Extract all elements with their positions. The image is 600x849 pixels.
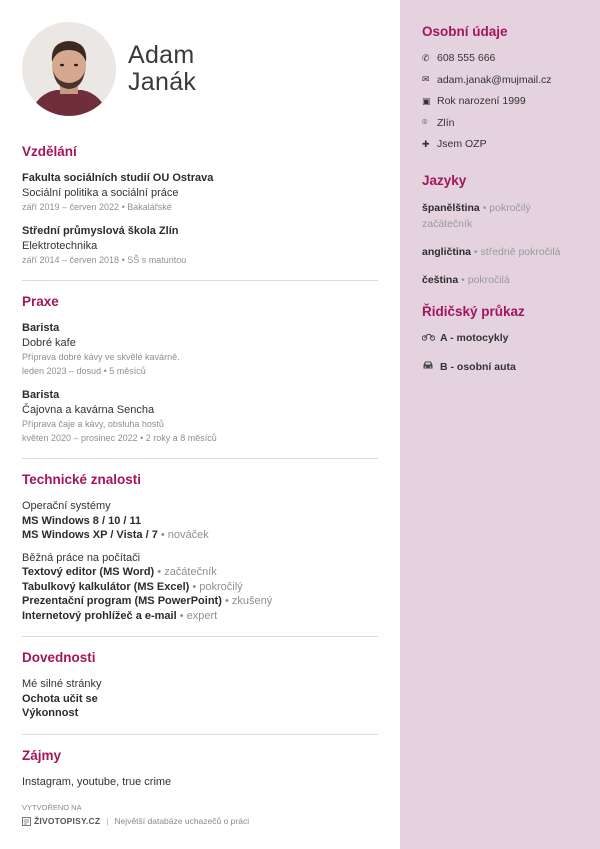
first-name: Adam [128,41,195,69]
tech-item-name: Tabulkový kalkulátor (MS Excel) [22,580,190,593]
job-position: Barista [22,322,60,334]
footer-separator: | [106,816,109,826]
education-item [22,171,378,214]
footer-tagline: Největší databáze uchazečů o práci [114,816,250,826]
tech-group-label: Běžná práce na počítači [22,551,141,564]
avatar-photo [22,22,116,116]
tech-item-name: MS Windows XP / Vista / 7 [22,529,158,541]
education-title: Vzdělání [22,144,77,159]
language-level: • středně pokročilá [471,245,561,258]
job-company: Dobré kafe [22,336,76,349]
footer [22,803,249,826]
tech-section [22,472,378,623]
tech-item [22,580,378,595]
tech-title: Technické znalosti [22,472,142,487]
job-company: Čajovna a kavárna Sencha [22,403,155,416]
tech-item-level: • pokročilý [192,580,243,593]
language-name: španělština [422,201,480,214]
experience-title: Praxe [22,294,59,309]
candidate-name [128,42,196,96]
job-description: Příprava dobré kávy ve skvělé kavárně. [22,352,180,362]
languages-title: Jazyky [422,172,467,188]
calendar-icon: ▣ [422,95,431,106]
license-title: Řidičský průkaz [422,303,525,319]
study-field: Sociální politika a sociální práce [22,186,179,199]
tech-item [22,528,378,543]
tech-item-level: • expert [179,609,218,622]
footer-brand-row [22,816,249,826]
tech-item: MS Windows 8 / 10 / 11 [22,514,142,527]
email-row [422,73,578,87]
divider [22,734,378,735]
car-icon [422,360,440,373]
sidebar [400,0,600,849]
tech-item [22,594,378,609]
personal-section [422,24,578,151]
language-item [422,244,578,260]
document-icon [22,817,31,826]
language-item [422,272,578,288]
interests-title: Zájmy [22,747,62,763]
education-item [22,224,378,267]
language-item [422,200,578,232]
skill-item: Ochota učit se [22,692,98,705]
school-name: Fakulta sociálních studií OU Ostrava [22,172,214,184]
license-item [422,331,578,345]
tech-item-name: Internetový prohlížeč a e-mail [22,609,177,622]
language-level: • pokročilý začátečník [422,201,531,230]
footer-brand-link[interactable]: ŽIVOTOPISY.CZ [34,816,101,826]
skills-section [22,650,378,721]
license-label: A - motocykly [440,331,509,344]
study-meta: září 2019 – červen 2022 • Bakalářské [22,202,172,212]
job-meta: leden 2023 – dosud • 5 měsíců [22,366,146,376]
license-item [422,360,578,374]
experience-item [22,321,378,378]
avatar [22,22,116,116]
school-name: Střední průmyslová škola Zlín [22,225,179,237]
experience-item [22,388,378,445]
job-meta: květen 2020 – prosinec 2022 • 2 roky a 8 měsíců [22,433,217,443]
medical-cross-icon: ✚ [422,138,430,149]
license-section [422,304,578,374]
study-meta: září 2014 – červen 2018 • SŠ s maturitou [22,255,187,265]
language-level: • pokročilá [458,273,510,286]
interests-section [22,748,378,790]
tech-item-level: • zkušený [224,595,273,607]
tech-group-label: Operační systémy [22,500,111,512]
city-value: Zlín [437,116,455,129]
divider [22,458,378,459]
tech-item-level: • začátečník [157,566,217,578]
phone-row [422,51,578,65]
tech-item [22,565,378,580]
interests-text: Instagram, youtube, true crime [22,775,172,788]
tech-item-name: Textový editor (MS Word) [22,566,155,578]
job-description: Příprava čaje a kávy, obsluha hostů [22,419,164,429]
header [22,22,378,116]
motorcycle-icon [422,332,440,344]
personal-title: Osobní údaje [422,24,508,39]
divider [22,636,378,637]
skills-label: Mé silné stránky [22,678,102,690]
skill-item: Výkonnost [22,707,79,719]
ozp-row [422,137,578,151]
languages-section [422,173,578,288]
tech-item [22,609,378,624]
ozp-value: Jsem OZP [437,138,487,150]
tech-item-level: • nováček [160,529,209,541]
last-name: Janák [128,68,197,96]
footer-created: VYTVOŘENO NA [22,803,82,812]
birth-value: Rok narození 1999 [437,95,526,107]
phone-icon: ✆ [422,52,430,63]
study-field: Elektrotechnika [22,239,98,252]
language-name: angličtina [422,245,472,258]
location-pin-icon: ⌾ [422,117,428,127]
divider [22,280,378,281]
phone-value: 608 555 666 [437,52,496,64]
language-name: čeština [422,273,459,286]
skills-title: Dovednosti [22,650,96,665]
birth-row [422,94,578,108]
license-label: B - osobní auta [440,360,516,373]
education-section [22,144,378,267]
email-value[interactable]: adam.janak@mujmail.cz [437,73,552,86]
email-icon: ✉ [422,74,430,84]
tech-item-name: Prezentační program (MS PowerPoint) [22,595,222,607]
job-position: Barista [22,389,60,401]
experience-section [22,294,378,445]
city-row [422,116,578,130]
